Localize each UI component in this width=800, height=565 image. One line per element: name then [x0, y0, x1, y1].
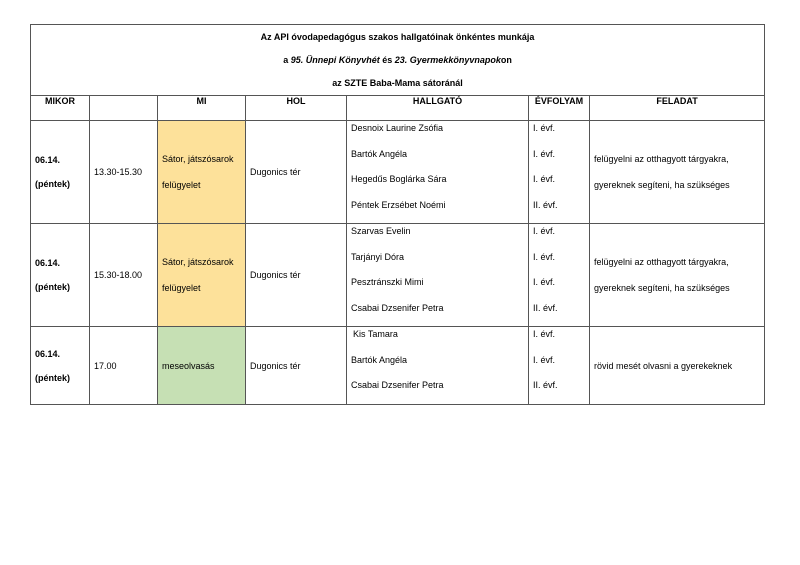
years-cell	[529, 327, 590, 405]
student-name: Péntek Erzsébet Noémi	[351, 199, 446, 210]
task-cell: felügyelni az otthagyott tárgyakra, gyereknek segíteni, ha szükséges	[590, 121, 765, 224]
event-name-2: 23. Gyermekkönyvnapok	[394, 54, 501, 65]
student-name: Kis Tamara	[353, 329, 398, 339]
date-cell	[31, 224, 90, 327]
task-cell: rövid mesét olvasni a gyerekeknek	[590, 327, 765, 405]
location-cell: Dugonics tér	[246, 224, 347, 327]
table-row	[31, 121, 765, 224]
day: (péntek)	[35, 282, 71, 292]
activity-cell: Sátor, játszósarok felügyelet	[158, 121, 246, 224]
col-mi: MI	[158, 96, 246, 121]
student-name: Hegedűs Boglárka Sára	[351, 174, 447, 184]
col-feladat: FELADAT	[590, 96, 765, 121]
col-hallgato: HALLGATÓ	[347, 96, 529, 121]
date: 06.14.	[35, 348, 61, 359]
header-line-1: Az API óvodapedagógus szakos hallgatóinak önkéntes munkája	[260, 31, 535, 42]
students-cell	[347, 327, 529, 405]
col-evfolyam: ÉVFOLYAM	[529, 96, 590, 121]
header-line-2: a 95. Ünnepi Könyvhét és 23. Gyermekkönyvnapokon	[283, 54, 512, 65]
location-cell: Dugonics tér	[246, 121, 347, 224]
student-name: Bartók Angéla	[351, 148, 408, 159]
col-hol: HOL	[246, 96, 347, 121]
day: (péntek)	[35, 179, 71, 189]
year: I. évf.	[533, 277, 556, 287]
student-name: Csabai Dzsenifer Petra	[351, 302, 444, 313]
year: I. évf.	[533, 251, 556, 262]
date: 06.14.	[35, 155, 61, 165]
year: I. évf.	[533, 354, 556, 365]
years-cell	[529, 121, 590, 224]
students-cell	[347, 224, 529, 327]
student-name: Bartók Angéla	[351, 354, 408, 365]
year: II. évf.	[533, 302, 558, 313]
time-cell: 13.30-15.30	[90, 121, 158, 224]
date-cell	[31, 327, 90, 405]
schedule-table	[30, 24, 765, 405]
time-cell: 17.00	[90, 327, 158, 405]
year: I. évf.	[533, 148, 556, 159]
year: II. évf.	[533, 199, 558, 210]
students-cell	[347, 121, 529, 224]
student-name: Desnoix Laurine Zsófia	[351, 123, 444, 133]
table-row	[31, 327, 765, 405]
header-line-3: az SZTE Baba-Mama sátoránál	[332, 77, 463, 88]
date: 06.14.	[35, 258, 61, 268]
document-header	[31, 25, 765, 96]
time-cell: 15.30-18.00	[90, 224, 158, 327]
student-name: Csabai Dzsenifer Petra	[351, 380, 444, 390]
years-cell	[529, 224, 590, 327]
column-headers	[31, 96, 765, 121]
activity-cell: Sátor, játszósarok felügyelet	[158, 224, 246, 327]
date-cell	[31, 121, 90, 224]
year: I. évf.	[533, 226, 556, 236]
activity-cell: meseolvasás	[158, 327, 246, 405]
location-cell: Dugonics tér	[246, 327, 347, 405]
day: (péntek)	[35, 372, 71, 383]
col-time	[90, 96, 158, 121]
student-name: Pesztránszki Mimi	[351, 277, 424, 287]
year: I. évf.	[533, 174, 556, 184]
task-cell: felügyelni az otthagyott tárgyakra, gyereknek segíteni, ha szükséges	[590, 224, 765, 327]
year: II. évf.	[533, 380, 558, 390]
student-name: Szarvas Evelin	[351, 226, 411, 236]
year: I. évf.	[533, 329, 556, 339]
year: I. évf.	[533, 123, 556, 133]
table-row	[31, 224, 765, 327]
event-name-1: 95. Ünnepi Könyvhét	[290, 54, 380, 65]
col-mikor: MIKOR	[31, 96, 90, 121]
student-name: Tarjányi Dóra	[351, 251, 405, 262]
